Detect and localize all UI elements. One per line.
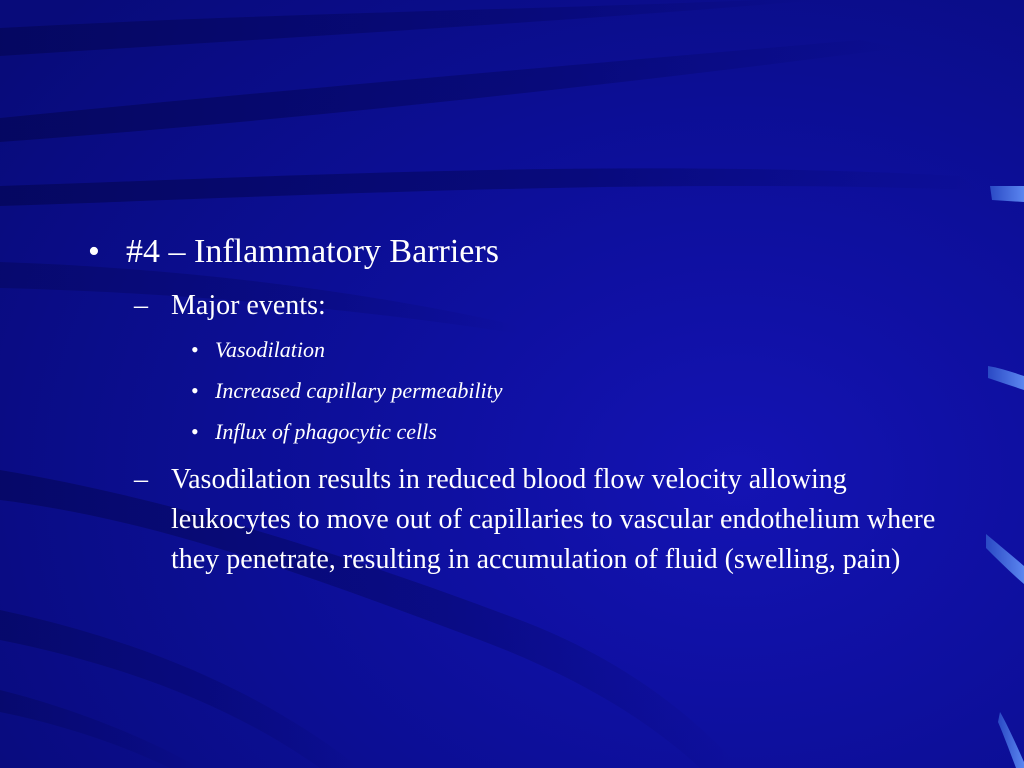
slide-heading: #4 – Inflammatory Barriers	[126, 233, 499, 270]
bullet-marker: •	[191, 419, 199, 444]
subpoint-text: Major events:	[171, 290, 326, 321]
event-text: Influx of phagocytic cells	[215, 419, 437, 444]
dash-marker: –	[134, 464, 148, 495]
bullet-marker: •	[88, 233, 100, 270]
event-text: Vasodilation	[215, 337, 326, 362]
dash-marker: –	[134, 290, 148, 321]
subpoint-text: Vasodilation results in reduced blood flow velocity allowing leukocytes to move out of capillaries to vascular endothelium where they penetrate, resulting in accumulation of fluid (swelling, pain)	[171, 464, 936, 575]
heading-bullet-item	[88, 230, 499, 274]
bullet-marker: •	[191, 337, 199, 362]
bullet-marker: •	[191, 378, 199, 403]
event-text: Increased capillary permeability	[215, 378, 503, 403]
